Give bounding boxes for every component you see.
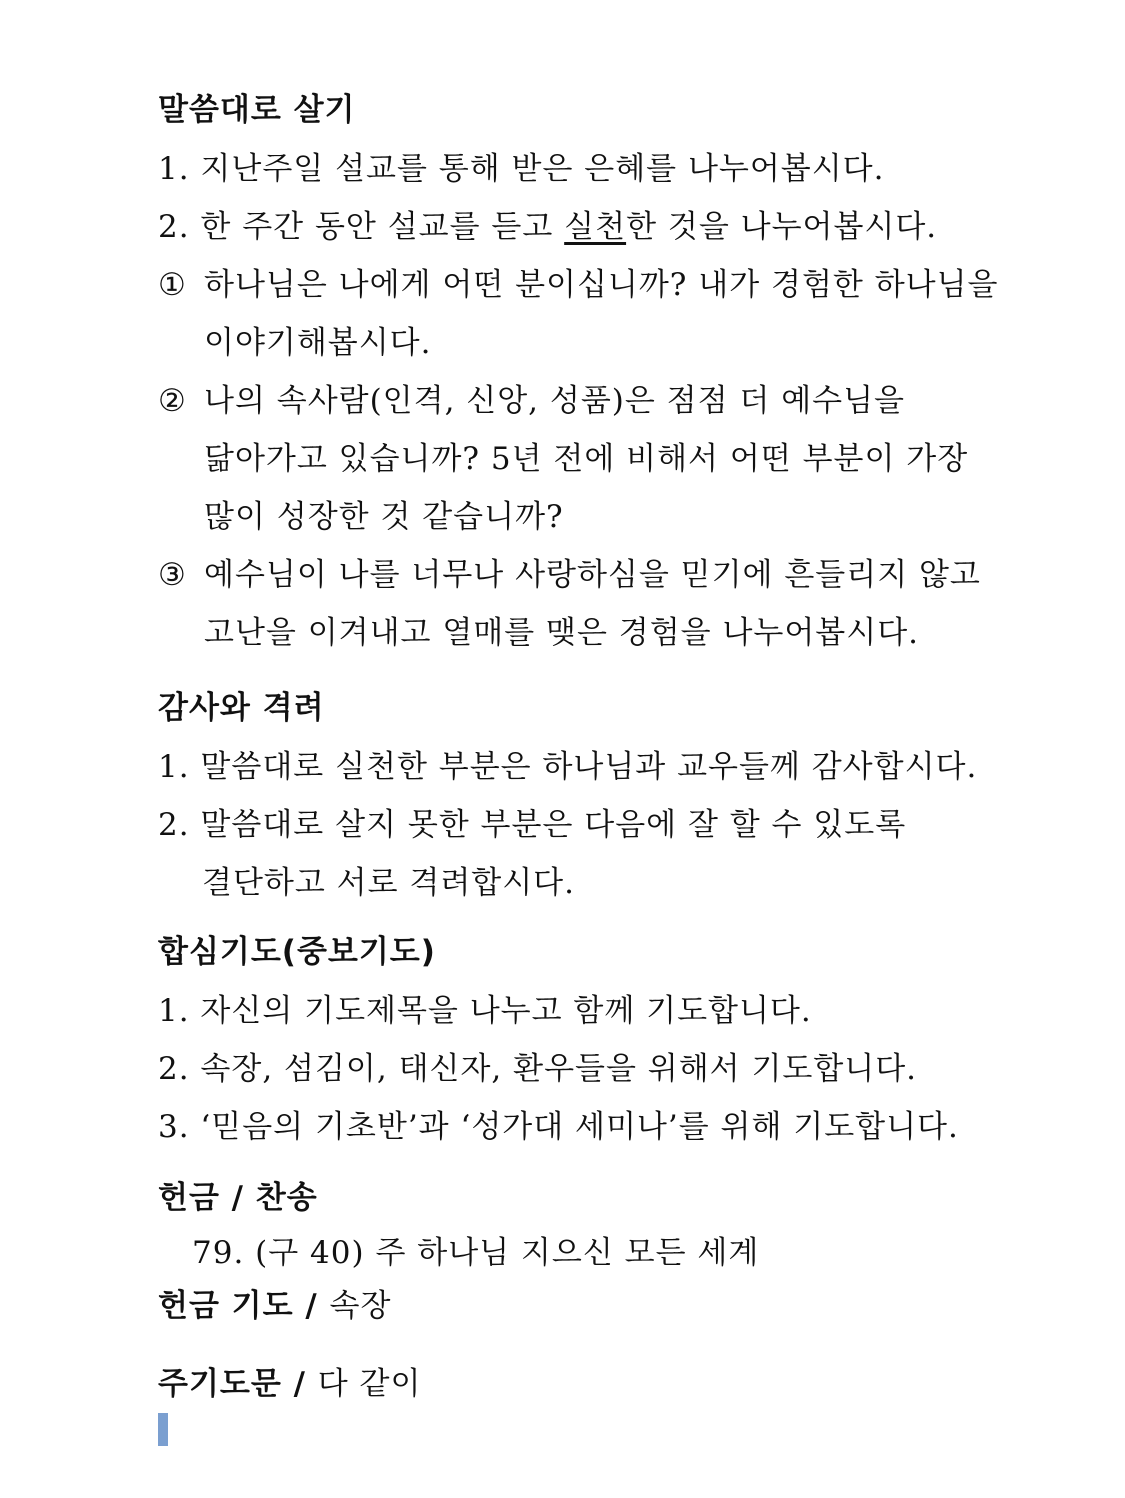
question-continuation: 많이 성장한 것 같습니까? (204, 499, 564, 535)
question-item: ③ 예수님이 나를 너무나 사랑하심을 믿기에 흔들리지 않고 (158, 546, 999, 604)
section-heading: 감사와 격려 (158, 690, 325, 726)
section-heading: 헌금 / 찬송 (158, 1180, 318, 1216)
section-offering-prayer (158, 1284, 391, 1328)
list-item: 3. ‘믿음의 기초반’과 ‘성가대 세미나’를 위해 기도합니다. (158, 1109, 959, 1145)
text-cursor-marker (158, 1413, 168, 1446)
section-thanks-encouragement (158, 686, 977, 912)
section-lords-prayer (158, 1362, 421, 1406)
section-heading: 합심기도(중보기도) (158, 934, 436, 970)
question-item: ② 나의 속사람(인격, 신앙, 성품)은 점점 더 예수님을 (158, 372, 999, 430)
question-item: ① 하나님은 나에게 어떤 분이십니까? 내가 경험한 하나님을 (158, 256, 999, 314)
section-heading: 헌금 기도 / 속장 (158, 1288, 392, 1324)
section-heading: 말씀대로 살기 (158, 92, 356, 128)
question-continuation: 고난을 이겨내고 열매를 맺은 경험을 나누어봅시다. (204, 615, 919, 651)
list-item: 2. 한 주간 동안 설교를 듣고 실천한 것을 나누어봅시다. (158, 209, 938, 245)
list-item: 2. 말씀대로 살지 못한 부분은 다음에 잘 할 수 있도록 (158, 807, 907, 843)
list-item-continuation: 결단하고 서로 격려합시다. (202, 865, 575, 901)
question-continuation: 이야기해봅시다. (204, 325, 432, 361)
list-item: 1. 지난주일 설교를 통해 받은 은혜를 나누어봅시다. (158, 151, 885, 187)
hymn-line: 79. (구 40) 주 하나님 지으신 모든 세계 (192, 1235, 760, 1271)
list-item: 2. 속장, 섬김이, 태신자, 환우들을 위해서 기도합니다. (158, 1051, 918, 1087)
circled-number: ③ (158, 557, 187, 593)
list-item: 1. 자신의 기도제목을 나누고 함께 기도합니다. (158, 993, 812, 1029)
list-item: 1. 말씀대로 실천한 부분은 하나님과 교우들께 감사합시다. (158, 749, 978, 785)
question-continuation: 닮아가고 있습니까? 5년 전에 비해서 어떤 부분이 가장 (204, 441, 969, 477)
section-word-living (158, 88, 999, 662)
underlined-text: 실천 (564, 209, 627, 245)
circled-number: ② (158, 383, 187, 419)
circled-number: ① (158, 267, 187, 303)
section-heading: 주기도문 / 다 같이 (158, 1366, 422, 1402)
section-offering-hymn (158, 1176, 759, 1282)
section-intercessory-prayer (158, 930, 959, 1156)
